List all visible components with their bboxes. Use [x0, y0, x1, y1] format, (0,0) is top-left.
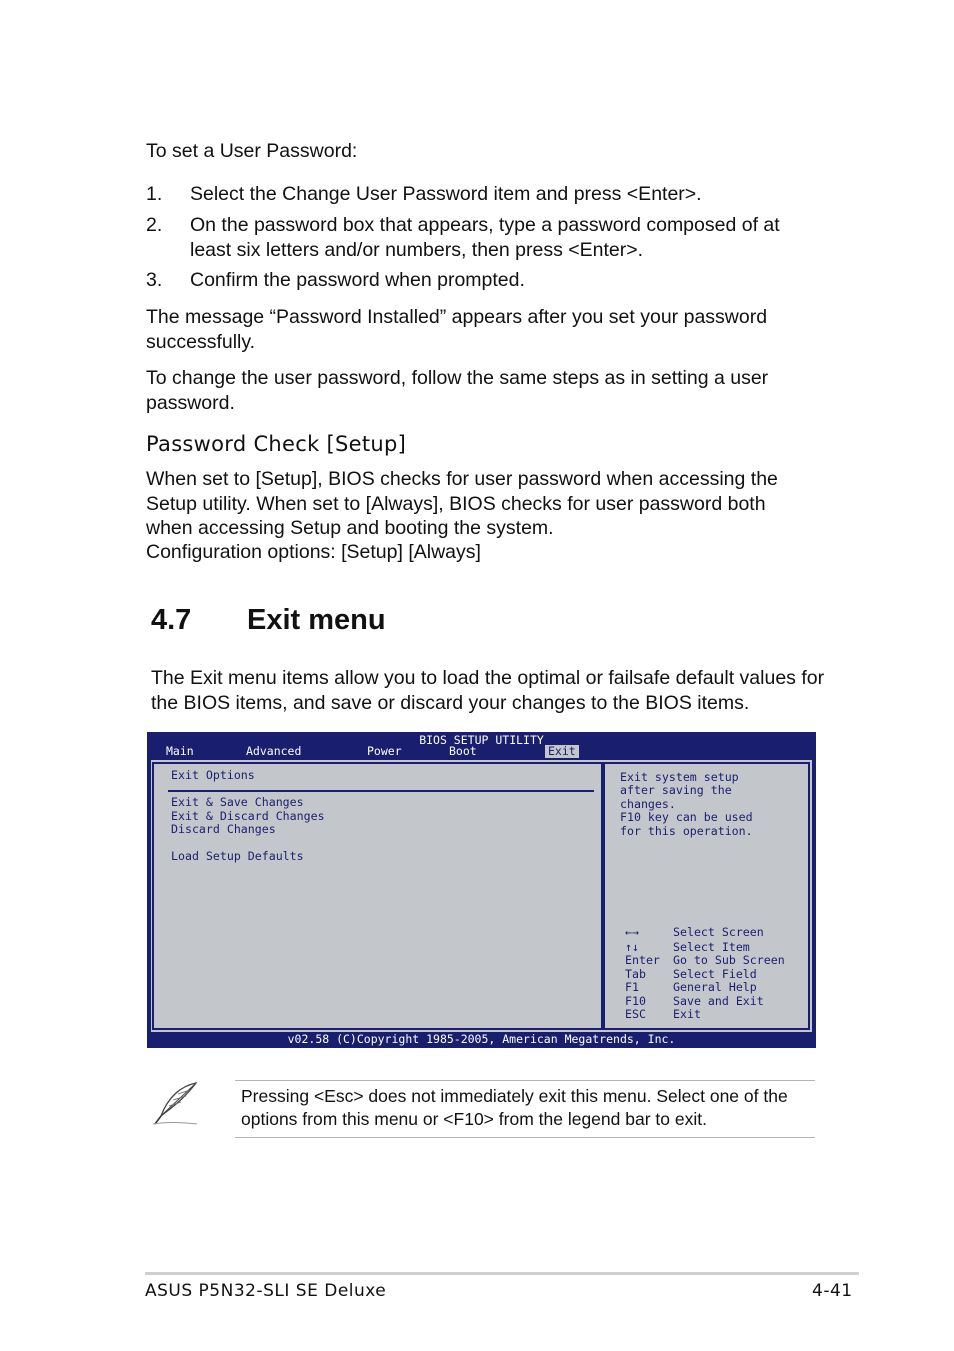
bios-legend-action: Select Item — [673, 940, 750, 954]
bios-legend-action: Select Field — [673, 966, 757, 981]
bios-menu-exit[interactable]: Exit — [545, 745, 579, 758]
bios-legend-action: General Help — [673, 980, 757, 994]
step-text: Confirm the password when prompted. — [190, 269, 525, 291]
step-number: 2. — [146, 214, 163, 236]
bios-options-panel — [152, 762, 603, 1030]
bios-legend-action: Go to Sub Screen — [673, 953, 785, 967]
bios-title: BIOS SETUP UTILITY — [419, 733, 544, 747]
bios-menu-main[interactable]: Main — [166, 744, 194, 758]
bios-legend-row — [625, 954, 785, 967]
note-top-rule — [235, 1080, 815, 1081]
bios-item-discard[interactable]: Discard Changes — [171, 822, 276, 836]
password-check-options: Configuration options: [Setup] [Always] — [146, 541, 481, 563]
step-number: 1. — [146, 183, 163, 205]
bios-legend-key: ↑↓ — [625, 940, 639, 954]
step-text: On the password box that appears, type a password composed of at least six letters and/or numbers, then press <Enter>. — [190, 214, 780, 261]
password-check-heading: Password Check [Setup] — [146, 432, 407, 456]
bios-menu-advanced[interactable]: Advanced — [246, 744, 302, 758]
footer-page-number: 4-41 — [812, 1281, 853, 1301]
bios-legend-key: F10 — [625, 993, 646, 1008]
step-text: Select the Change User Password item and press <Enter>. — [190, 183, 702, 205]
bios-divider — [168, 790, 594, 792]
section-number: 4.7 — [151, 604, 192, 636]
bios-screen — [147, 732, 816, 1048]
bios-item-exit-discard[interactable]: Exit & Discard Changes — [171, 808, 325, 823]
bios-help-text: Exit system setup after saving the changes. F10 key can be used for this operation. — [620, 770, 753, 838]
bios-legend-row — [625, 926, 764, 939]
bios-legend-key: ←→ — [625, 925, 639, 939]
bios-body — [151, 760, 812, 1032]
bios-item-load-defaults[interactable]: Load Setup Defaults — [171, 849, 304, 863]
footer-product: ASUS P5N32-SLI SE Deluxe — [145, 1281, 387, 1301]
bios-legend-key: F1 — [625, 980, 639, 994]
bios-legend-key: Tab — [625, 966, 646, 981]
change-password-text: To change the user password, follow the same steps as in setting a user password. — [146, 367, 769, 414]
bios-legend-row — [625, 981, 757, 994]
bios-legend-row — [625, 995, 764, 1008]
step-number: 3. — [146, 269, 163, 291]
note-bottom-rule — [235, 1137, 815, 1138]
password-check-body: When set to [Setup], BIOS checks for user password when accessing the Setup utility. When set to [Always], BIOS checks for user password both when accessing Setup and booting the system. — [146, 468, 778, 539]
bios-legend-row — [625, 968, 757, 981]
note-text: Pressing <Esc> does not immediately exit this menu. Select one of the options from this menu or <F10> from the legend bar to exit. — [241, 1086, 788, 1129]
feather-pen-icon — [151, 1080, 201, 1126]
bios-legend-row — [625, 1008, 701, 1021]
bios-copyright: v02.58 (C)Copyright 1985-2005, American Megatrends, Inc. — [287, 1032, 676, 1046]
bios-legend-action: Exit — [673, 1007, 701, 1021]
bios-legend-key: ESC — [625, 1007, 646, 1021]
bios-panel-heading: Exit Options — [171, 768, 255, 782]
password-installed-text: The message “Password Installed” appears after you set your password successfully. — [146, 306, 768, 353]
bios-legend-key: Enter — [625, 953, 660, 967]
bios-help-panel — [603, 762, 810, 1030]
bios-menu-power[interactable]: Power — [367, 744, 402, 758]
bios-item-exit-save[interactable]: Exit & Save Changes — [171, 795, 304, 809]
footer-rule — [145, 1272, 859, 1275]
intro-text: To set a User Password: — [146, 140, 358, 162]
section-heading — [151, 604, 386, 637]
section-intro: The Exit menu items allow you to load the optimal or failsafe default values for the BIOS items, and save or discard your changes to the BIOS items. — [151, 667, 825, 714]
section-title: Exit menu — [247, 604, 386, 636]
bios-legend-action: Save and Exit — [673, 993, 764, 1008]
bios-legend-action: Select Screen — [673, 925, 764, 939]
bios-menu-boot[interactable]: Boot — [449, 744, 477, 758]
